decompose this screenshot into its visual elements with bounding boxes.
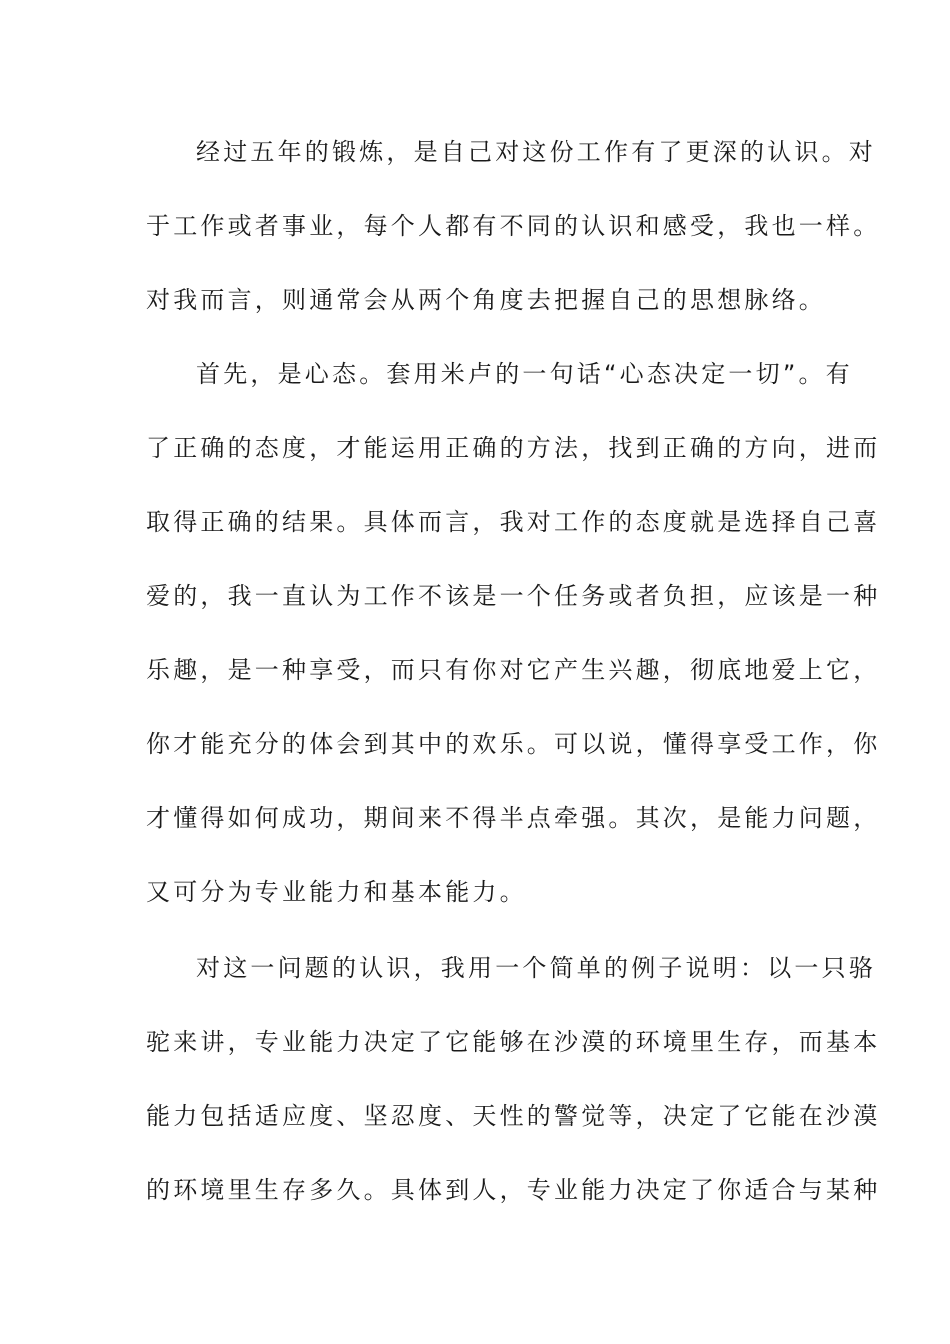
- paragraph-1-line-1: 经过五年的锻炼，是自己对这份工作有了更深的认识。对: [196, 138, 876, 166]
- paragraph-3-line-1: 对这一问题的认识，我用一个简单的例子说明：以一只骆: [196, 954, 876, 982]
- paragraph-1-line-2: 于工作或者事业，每个人都有不同的认识和感受，我也一样。: [146, 212, 881, 240]
- paragraph-3-line-2: 驼来讲，专业能力决定了它能够在沙漠的环境里生存，而基本: [146, 1028, 881, 1056]
- paragraph-2-line-4: 爱的，我一直认为工作不该是一个任务或者负担，应该是一种: [146, 582, 881, 610]
- paragraph-2-line-2: 了正确的态度，才能运用正确的方法，找到正确的方向，进而: [146, 434, 881, 462]
- paragraph-2-line-8: 又可分为专业能力和基本能力。: [146, 878, 527, 906]
- paragraph-2-line-7: 才懂得如何成功，期间来不得半点牵强。其次，是能力问题，: [146, 804, 881, 832]
- paragraph-1-line-3: 对我而言，则通常会从两个角度去把握自己的思想脉络。: [146, 286, 826, 314]
- paragraph-3-line-3: 能力包括适应度、坚忍度、天性的警觉等，决定了它能在沙漠: [146, 1102, 881, 1130]
- paragraph-2-line-5: 乐趣，是一种享受，而只有你对它产生兴趣，彻底地爱上它，: [146, 656, 881, 684]
- paragraph-2-line-3: 取得正确的结果。具体而言，我对工作的态度就是选择自己喜: [146, 508, 881, 536]
- paragraph-3-line-4: 的环境里生存多久。具体到人，专业能力决定了你适合与某种: [146, 1176, 881, 1204]
- paragraph-2-line-6: 你才能充分的体会到其中的欢乐。可以说，懂得享受工作，你: [146, 730, 881, 758]
- paragraph-2-line-1: 首先，是心态。套用米卢的一句话“心态决定一切”。有: [196, 360, 853, 388]
